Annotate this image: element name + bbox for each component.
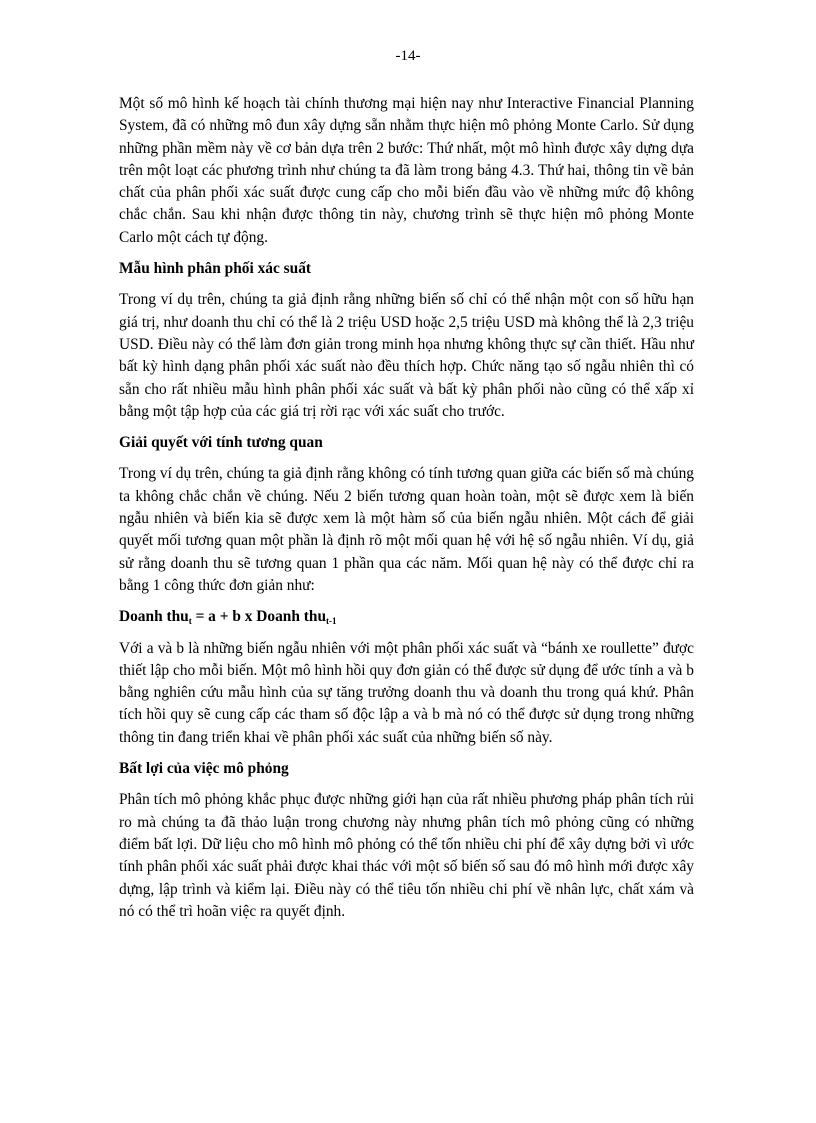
section-heading-correlation: Giải quyết với tính tương quan <box>119 434 323 452</box>
intro-paragraph: Một số mô hình kế hoạch tài chính thương mại hiện nay như Interactive Financial Planning System, đã có những mô đun xây dựng sẵn nhằm thực hiện mô phỏng Monte Carlo. Sử dụng những phần mềm này về cơ bản dựa trên 2 bước: Thứ nhất, một mô hình được xây dựng dựa trên một loạt các phương trình như chúng ta đã làm trong bảng 4.3. Thứ hai, thông tin về bản chất của phân phối xác suất được cung cấp cho mỗi biến đầu vào về những mức độ không chắc chắn. Sau khi nhận được thông tin này, chương trình sẽ thực hiện mô phỏng Monte Carlo một cách tự động. <box>119 95 694 246</box>
regression-paragraph: Với a và b là những biến ngẫu nhiên với một phân phối xác suất và “bánh xe roullette” được thiết lập cho mỗi biến. Một mô hình hồi quy đơn giản có thể được sử dụng để ước tính a và b bằng nghiên cứu mẫu hình của sự tăng trưởng doanh thu và doanh thu trong quá khứ. Phân tích hồi quy sẽ cung cấp các tham số độc lập a và b mà nó có thể được sử dụng trong những thông tin đang triển khai về phân phối xác suất của những biến số này. <box>119 639 694 746</box>
section-heading-probability-distribution: Mẫu hình phân phối xác suất <box>119 260 312 278</box>
correlation-paragraph: Trong ví dụ trên, chúng ta giả định rằng không có tính tương quan giữa các biến số mà chúng ta không chắc chắn về chúng. Nếu 2 biến tương quan hoàn toàn, một sẽ được xem là biến ngẫu nhiên và biến kia sẽ được xem là một hàm số của biến ngẫu nhiên. Một cách để giải quyết mối tương quan một phần là định rõ một mối quan hệ với hệ số ngẫu nhiên. Ví dụ, giả sử rằng doanh thu sẽ tương quan 1 phần qua các năm. Mối quan hệ này có thể được chỉ ra bằng 1 công thức đơn giản như: <box>119 465 694 594</box>
formula-lhs-subscript: t <box>188 616 192 627</box>
formula-rhs: = a + b x Doanh thu <box>191 608 327 626</box>
formula-lhs: Doanh thu <box>119 608 189 626</box>
simulation-disadvantages-paragraph: Phân tích mô phỏng khắc phục được những giới hạn của rất nhiều phương pháp phân tích rủi ro mà chúng ta đã thảo luận trong chương này nhưng phân tích mô phỏng cũng có những điểm bất lợi. Dữ liệu cho mô hình mô phỏng có thể tốn nhiều chi phí để xây dựng bởi vì ước tính phân phối xác suất phải được khai thác với một số biến số sau đó mô hình mới được xây dựng, lập trình và kiểm lại. Điều này có thể tiêu tốn nhiều chi phí về nhân lực, chất xám và nó có thể trì hoãn việc ra quyết định. <box>119 791 694 920</box>
page-number: -14- <box>395 48 421 64</box>
formula-rhs-subscript: t-1 <box>326 616 337 627</box>
probability-distribution-paragraph: Trong ví dụ trên, chúng ta giả định rằng những biến số chỉ có thể nhận một con số hữu hạn giá trị, như doanh thu chỉ có thể là 2 triệu USD hoặc 2,5 triệu USD mà không thể là 2,3 triệu USD. Điều này có thể làm đơn giản trong minh họa nhưng không thực sự cần thiết. Hầu như bất kỳ hình dạng phân phối xác suất nào đều thích hợp. Chức năng tạo số ngẫu nhiên thì có sẵn cho rất nhiều mẫu hình phân phối xác suất và bất kỳ phân phối nào cũng có thể xấp xỉ bằng một tập hợp của các giá trị rời rạc với xác suất cho trước. <box>119 291 694 420</box>
document-body <box>119 93 694 932</box>
revenue-formula <box>119 606 694 628</box>
section-heading-simulation-disadvantages: Bất lợi của việc mô phỏng <box>119 760 289 778</box>
